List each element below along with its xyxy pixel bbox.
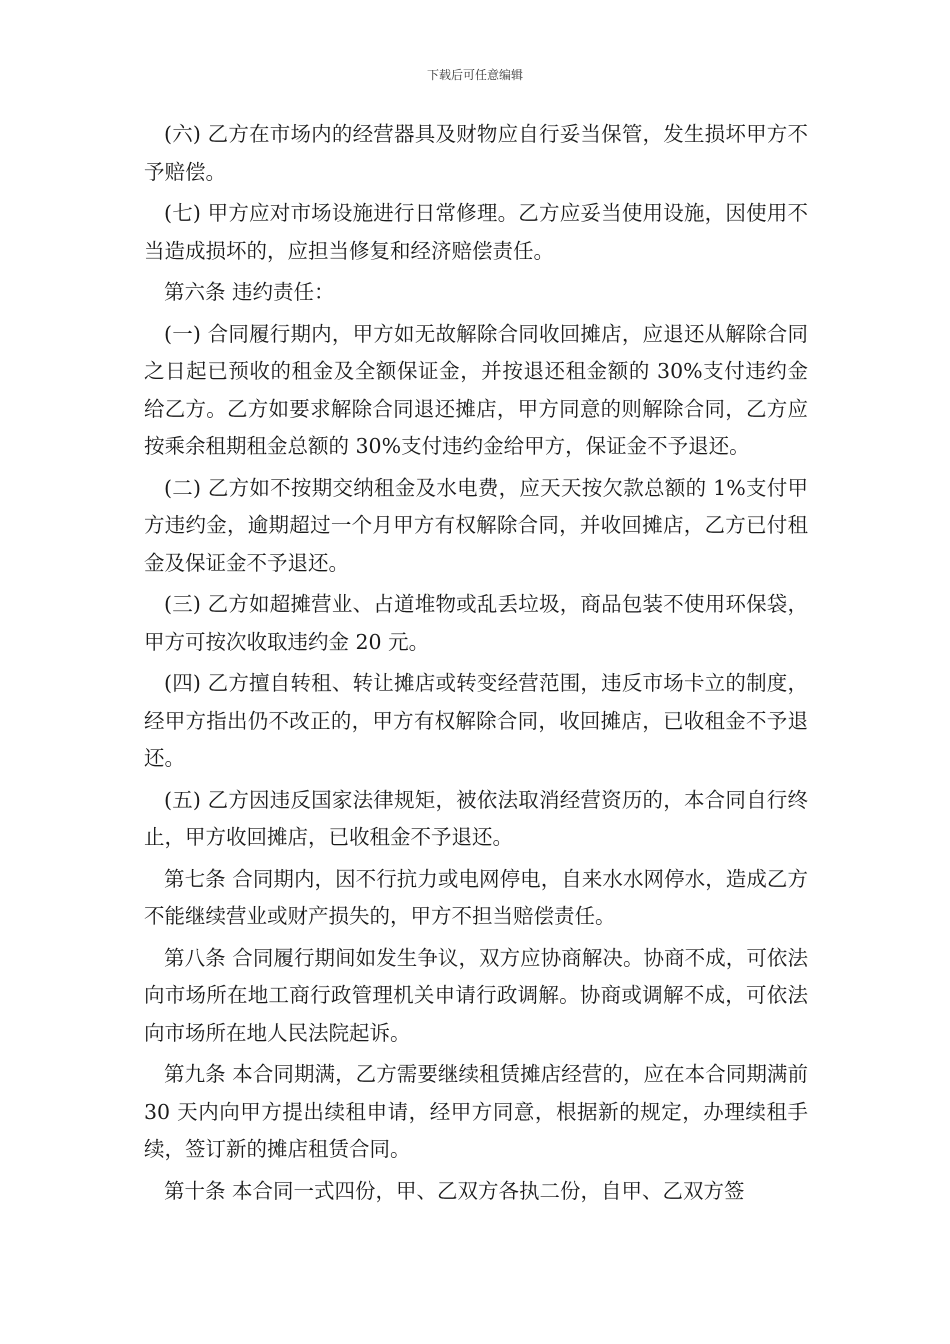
paragraph-breach-1: (一) 合同履行期内，甲方如无故解除合同收回摊店，应退还从解除合同之日起已预收的租金及全额保证金，并按退还租金额的 30%支付违约金给乙方。乙方如要求解除合同退还摊店，甲方同意的则解除合同，乙方应按乘余租期租金总额的 30%支付违约金给甲方，保证金不予退还。 xyxy=(144,321,808,458)
page-header-note: 下载后可任意编辑 xyxy=(426,68,523,82)
article-9: 第九条 本合同期满，乙方需要继续租赁摊店经营的，应在本合同期满前 30 天内向甲方提出续租申请，经甲方同意，根据新的规定，办理续租手续，签订新的摊店租赁合同。 xyxy=(144,1062,808,1161)
paragraph-breach-2: (二) 乙方如不按期交纳租金及水电费，应天天按欠款总额的 1%支付甲方违约金，逾期超过一个月甲方有权解除合同，并收回摊店，乙方已付租金及保证金不予退还。 xyxy=(144,475,808,575)
paragraph-clause-6-7: (七) 甲方应对市场设施进行日常修理。乙方应妥当使用设施，因使用不当造成损坏的，应担当修复和经济赔偿责任。 xyxy=(144,201,808,263)
document-body xyxy=(144,116,808,1214)
paragraph-clause-6-6: (六) 乙方在市场内的经营器具及财物应自行妥当保管，发生损坏甲方不予赔偿。 xyxy=(144,122,808,184)
paragraph-breach-4: (四) 乙方擅自转租、转让摊店或转变经营范围，违反市场卡立的制度，经甲方指出仍不改正的，甲方有权解除合同，收回摊店，已收租金不予退还。 xyxy=(144,671,808,770)
article-10: 第十条 本合同一式四份，甲、乙双方各执二份，自甲、乙双方签 xyxy=(164,1178,745,1203)
paragraph-breach-3: (三) 乙方如超摊营业、占道堆物或乱丢垃圾，商品包装不使用环保袋，甲方可按次收取违约金 20 元。 xyxy=(144,592,808,654)
article-8: 第八条 合同履行期间如发生争议，双方应协商解决。协商不成，可依法向市场所在地工商行政管理机关申请行政调解。协商或调解不成，可依法向市场所在地人民法院起诉。 xyxy=(144,945,808,1045)
paragraph-breach-5: (五) 乙方因违反国家法律规矩，被依法取消经营资历的，本合同自行终止，甲方收回摊店，已收租金不予退还。 xyxy=(144,787,808,849)
article-7: 第七条 合同期内，因不行抗力或电网停电，自来水水网停水，造成乙方不能继续营业或财产损失的，甲方不担当赔偿责任。 xyxy=(144,866,808,928)
article-6-heading: 第六条 违约责任： xyxy=(164,280,335,304)
